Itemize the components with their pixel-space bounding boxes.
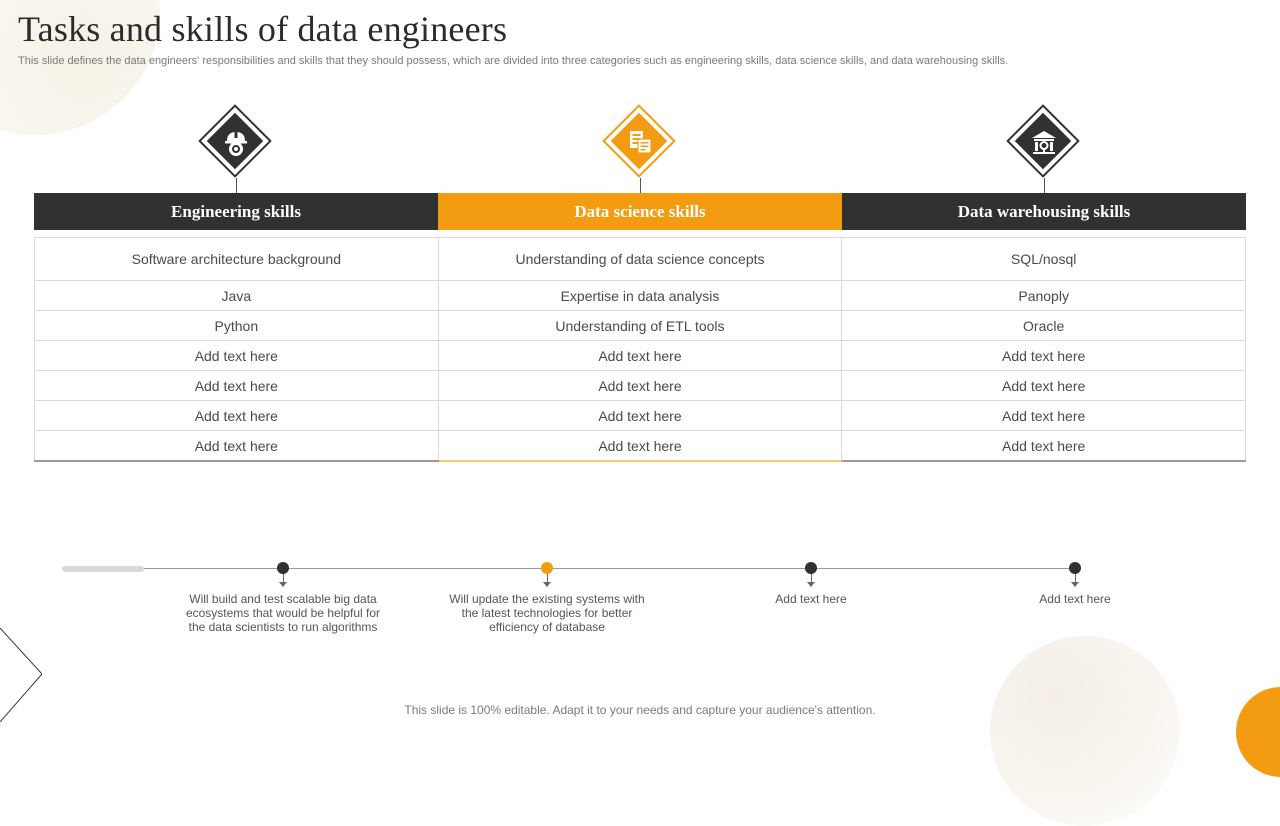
data-documents-icon [625,127,655,157]
table-cell: Add text here [35,371,439,401]
arrow-down-icon [807,582,815,587]
table-cell: Java [35,281,439,311]
decorative-orange-circle [1236,687,1280,777]
table-cell: Panoply [842,281,1246,311]
table-row [35,341,1246,371]
timeline-text: Add text here [1039,592,1111,606]
table-cell: Add text here [842,371,1246,401]
table-cell: Software architecture background [35,238,439,281]
connector-line [236,178,237,194]
table-cell: Add text here [438,341,842,371]
table-cell: Python [35,311,439,341]
table-cell: Understanding of ETL tools [438,311,842,341]
page-title: Tasks and skills of data engineers [18,9,508,49]
skills-header-band [34,193,1246,230]
table-cell: SQL/nosql [842,238,1246,281]
connector-line [640,178,641,194]
table-cell: Add text here [35,431,439,462]
warehouse-building-icon [1029,127,1059,157]
timeline-text: Will update the existing systems with the latest technologies for better efficiency of database [449,592,645,634]
data-science-skills-badge [602,104,678,180]
page-subtitle: This slide defines the data engineers' responsibilities and skills that they should possess, which are divided into three categories such as engineering skills, data science skills, and data warehousing skills. [18,55,1009,67]
table-cell: Add text here [438,431,842,462]
table-cell: Add text here [842,401,1246,431]
timeline-dot [541,562,553,574]
table-cell: Oracle [842,311,1246,341]
connector-line [1044,178,1045,194]
timeline-point [975,562,1175,642]
engineering-skills-badge [198,104,274,180]
header-data-warehousing-skills: Data warehousing skills [842,193,1246,230]
table-row [35,281,1246,311]
timeline-text: Add text here [775,592,847,606]
table-row [35,311,1246,341]
table-cell: Understanding of data science concepts [438,238,842,281]
table-cell: Add text here [438,401,842,431]
arrow-down-icon [543,582,551,587]
table-row [35,238,1246,281]
timeline-dot [277,562,289,574]
table-cell: Add text here [35,401,439,431]
timeline-point [447,562,647,642]
timeline-start-pill [62,566,144,572]
table-cell: Add text here [438,371,842,401]
decorative-circle-bottom-right [990,636,1180,826]
engineer-helmet-gear-icon [221,127,251,157]
timeline-dot [805,562,817,574]
arrow-down-icon [1071,582,1079,587]
timeline-point [711,562,911,642]
header-engineering-skills: Engineering skills [34,193,438,230]
header-data-science-skills: Data science skills [438,193,842,230]
table-row [35,401,1246,431]
data-warehousing-skills-badge [1006,104,1082,180]
table-row [35,431,1246,462]
table-row [35,371,1246,401]
table-cell: Expertise in data analysis [438,281,842,311]
footer-note: This slide is 100% editable. Adapt it to your needs and capture your audience's attention. [404,703,876,717]
timeline-point [183,562,383,642]
skills-table [34,237,1246,462]
timeline-dot [1069,562,1081,574]
table-cell: Add text here [35,341,439,371]
table-cell: Add text here [842,431,1246,462]
table-cell: Add text here [842,341,1246,371]
arrow-down-icon [279,582,287,587]
timeline-text: Will build and test scalable big data ecosystems that would be helpful for the data scientists to run algorithms [185,592,381,634]
